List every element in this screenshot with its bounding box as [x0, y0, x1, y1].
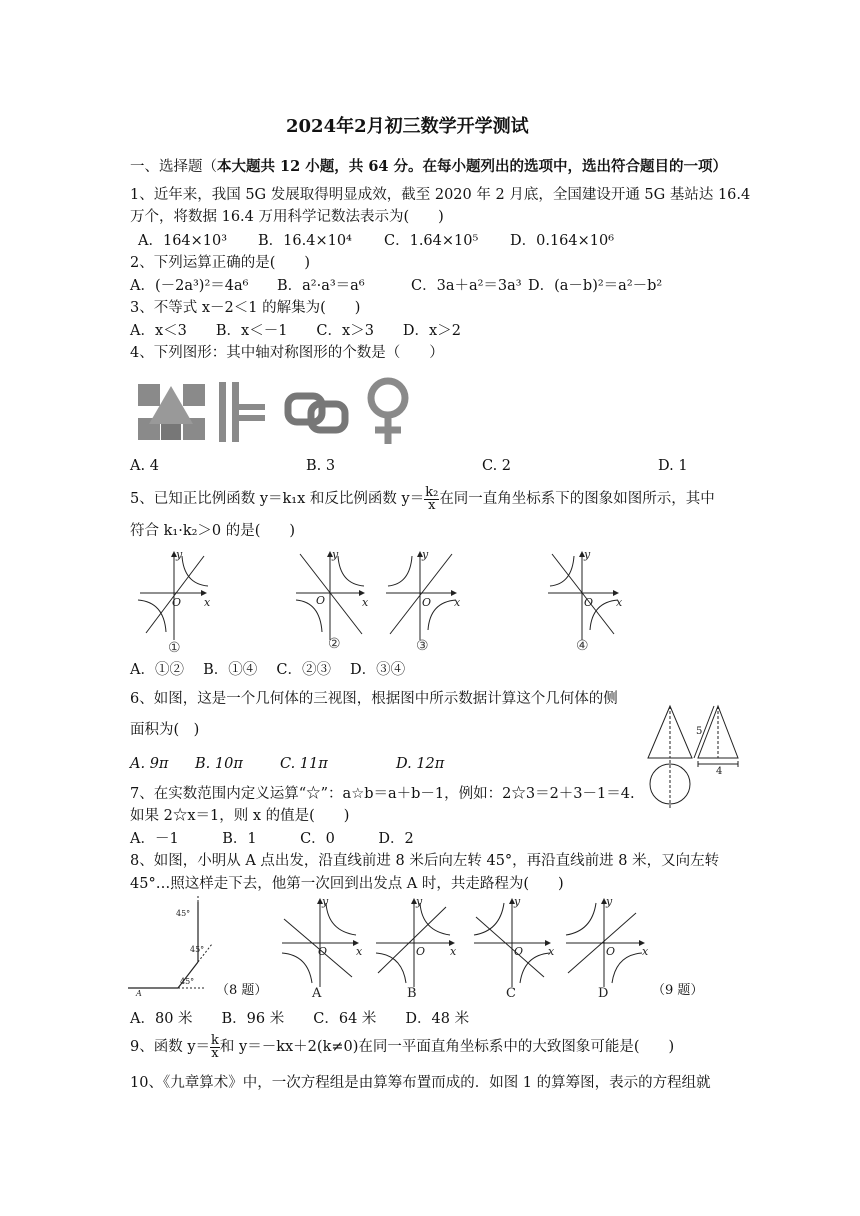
q1-option-b: B．16.4×10⁴	[258, 233, 352, 249]
g2-x-label: x	[362, 596, 369, 609]
figure-squares-triangle	[138, 384, 205, 440]
q8-angle-2: 45°	[190, 945, 205, 954]
q2-stem: 2、下列运算正确的是( )	[130, 255, 311, 271]
q5-line1	[130, 486, 715, 512]
q5-frac-den: x	[428, 497, 436, 513]
q8-angle-3: 45°	[176, 909, 191, 918]
q7-options: A．－1 B．1 C．0 D．2	[130, 831, 414, 847]
q1-line2: 万个，将数据 16.4 万用科学记数法表示为( )	[130, 209, 444, 225]
q5-graphs	[138, 548, 638, 658]
g2-origin: O	[316, 594, 326, 607]
figure-interlocked-rects	[288, 396, 345, 430]
q10-line1: 10、《九章算术》中，一次方程组是由算筹布置而成的．如图 1 的算筹图，表示的方程组就	[130, 1075, 711, 1091]
q9-graphs	[278, 895, 658, 1005]
q9-label-a: A	[312, 986, 322, 1001]
q6-option-c: C. 11π	[280, 756, 328, 772]
section-heading	[130, 157, 727, 177]
q5-frac-num: k₂	[425, 484, 439, 500]
q9-frac-num: k	[211, 1032, 219, 1048]
q5-line2: 符合 k₁·k₂＞0 的是( )	[130, 523, 296, 539]
g3-origin: O	[422, 596, 432, 609]
q1-option-c: C．1.64×10⁵	[384, 233, 479, 249]
q6-base-dim: 4	[716, 766, 723, 777]
q2-option-c: C．3a＋a²＝3a³	[411, 278, 522, 294]
g1-x-label: x	[204, 596, 211, 609]
q9-frac-den: x	[211, 1045, 219, 1061]
q1-option-a: A．164×10³	[138, 233, 228, 249]
q9-fraction	[210, 1032, 220, 1061]
section-lead: 一、选择题（	[130, 159, 217, 175]
g3-x-label: x	[454, 596, 461, 609]
q7-line1: 7、在实数范围内定义运算“☆”：a☆b＝a＋b－1，例如：2☆3＝2＋3－1＝4.	[130, 786, 635, 802]
q1-option-d: D．0.164×10⁶	[510, 233, 615, 249]
q4-option-a: A. 4	[130, 458, 159, 474]
q8-point-a: A	[136, 989, 142, 998]
q2-option-a: A．(－2a³)²＝4a⁶	[130, 278, 249, 294]
q9d-y: y	[606, 895, 613, 908]
q9c-y: y	[514, 895, 521, 908]
q6-line2: 面积为( )	[130, 722, 200, 738]
g4-y-label: y	[584, 548, 591, 561]
q9-stem-end: 和 y＝－kx＋2(k≠0)在同一平面直角坐标系中的大致图象可能是( )	[219, 1039, 675, 1055]
q8-line2: 45°…照这样走下去，他第一次回到出发点 A 时，共走路程为( )	[130, 876, 564, 892]
q4-option-d: D. 1	[658, 458, 688, 474]
q4-option-b: B. 3	[306, 458, 336, 474]
g2-label: ②	[328, 636, 341, 652]
q9-stem	[130, 1034, 674, 1060]
q3-options: A．x＜3 B．x＜－1 C．x＞3 D．x＞2	[130, 323, 461, 339]
q9b-o: O	[416, 945, 426, 958]
q9-label-d: D	[598, 986, 609, 1001]
q9-label-b: B	[407, 986, 417, 1001]
g4-origin: O	[584, 596, 594, 609]
q4-option-c: C. 2	[482, 458, 512, 474]
g3-y-label: y	[422, 548, 429, 561]
q6-option-b: B. 10π	[195, 756, 243, 772]
q2-option-b: B．a²·a³＝a⁶	[277, 278, 365, 294]
q5-line1-end: 在同一直角坐标系下的图象如图所示，其中	[439, 491, 715, 507]
g1-label: ①	[168, 640, 181, 656]
q5-fraction	[424, 484, 439, 513]
g1-y-label: y	[176, 548, 183, 561]
q6-option-a: A. 9π	[130, 756, 169, 772]
q6-three-views	[640, 700, 750, 810]
q9-fig-label: （9 题）	[652, 983, 704, 998]
section-instructions: 本大题共 12 小题，共 64 分。在每小题列出的选项中，选出符合题目的一项）	[217, 158, 728, 175]
q5-options: A．①② B．①④ C．②③ D．③④	[130, 662, 406, 678]
q8-line1: 8、如图，小明从 A 点出发，沿直线前进 8 米后向左转 45°，再沿直线前进 8 米，又向左转	[130, 853, 720, 869]
g1-origin: O	[172, 596, 182, 609]
figure-bars	[219, 382, 265, 442]
q6-slant-dim: 5	[696, 726, 703, 737]
g3-label: ③	[416, 638, 429, 654]
figure-venus-symbol	[371, 381, 405, 444]
q9c-o: O	[514, 945, 524, 958]
q2-option-d: D．(a－b)²＝a²－b²	[528, 278, 663, 294]
q7-line2: 如果 2☆x＝1，则 x 的值是( )	[130, 808, 350, 824]
q9a-y: y	[322, 895, 329, 908]
q9b-x: x	[450, 945, 457, 958]
q5-line1-start: 5、已知正比例函数 y＝k₁x 和反比例函数 y＝	[130, 491, 425, 507]
g2-y-label: y	[332, 548, 339, 561]
q9a-o: O	[318, 945, 328, 958]
q9b-y: y	[416, 895, 423, 908]
q9c-x: x	[548, 945, 555, 958]
q8-options: A．80 米 B．96 米 C．64 米 D．48 米	[130, 1011, 470, 1027]
q8-angle-1: 45°	[180, 977, 195, 986]
q9d-x: x	[642, 945, 649, 958]
q6-line1: 6、如图，这是一个几何体的三视图，根据图中所示数据计算这个几何体的侧	[130, 691, 618, 707]
q9a-x: x	[356, 945, 363, 958]
q1-line1: 1、近年来，我国 5G 发展取得明显成效，截至 2020 年 2 月底，全国建设开通 5G 基站达 16.4	[130, 187, 751, 203]
q9-stem-start: 9、函数 y＝	[130, 1039, 211, 1055]
q6-option-d: D. 12π	[396, 756, 445, 772]
q9d-o: O	[606, 945, 616, 958]
q8-fig-label: （8 题）	[216, 983, 268, 998]
q9-label-c: C	[506, 986, 516, 1001]
q4-stem: 4、下列图形：其中轴对称图形的个数是（ ）	[130, 345, 444, 361]
g4-label: ④	[576, 638, 589, 654]
q4-figures	[135, 378, 435, 446]
g4-x-label: x	[616, 596, 623, 609]
q3-stem: 3、不等式 x－2＜1 的解集为( )	[130, 300, 361, 316]
page-title: 2024年2月初三数学开学测试	[286, 116, 529, 137]
